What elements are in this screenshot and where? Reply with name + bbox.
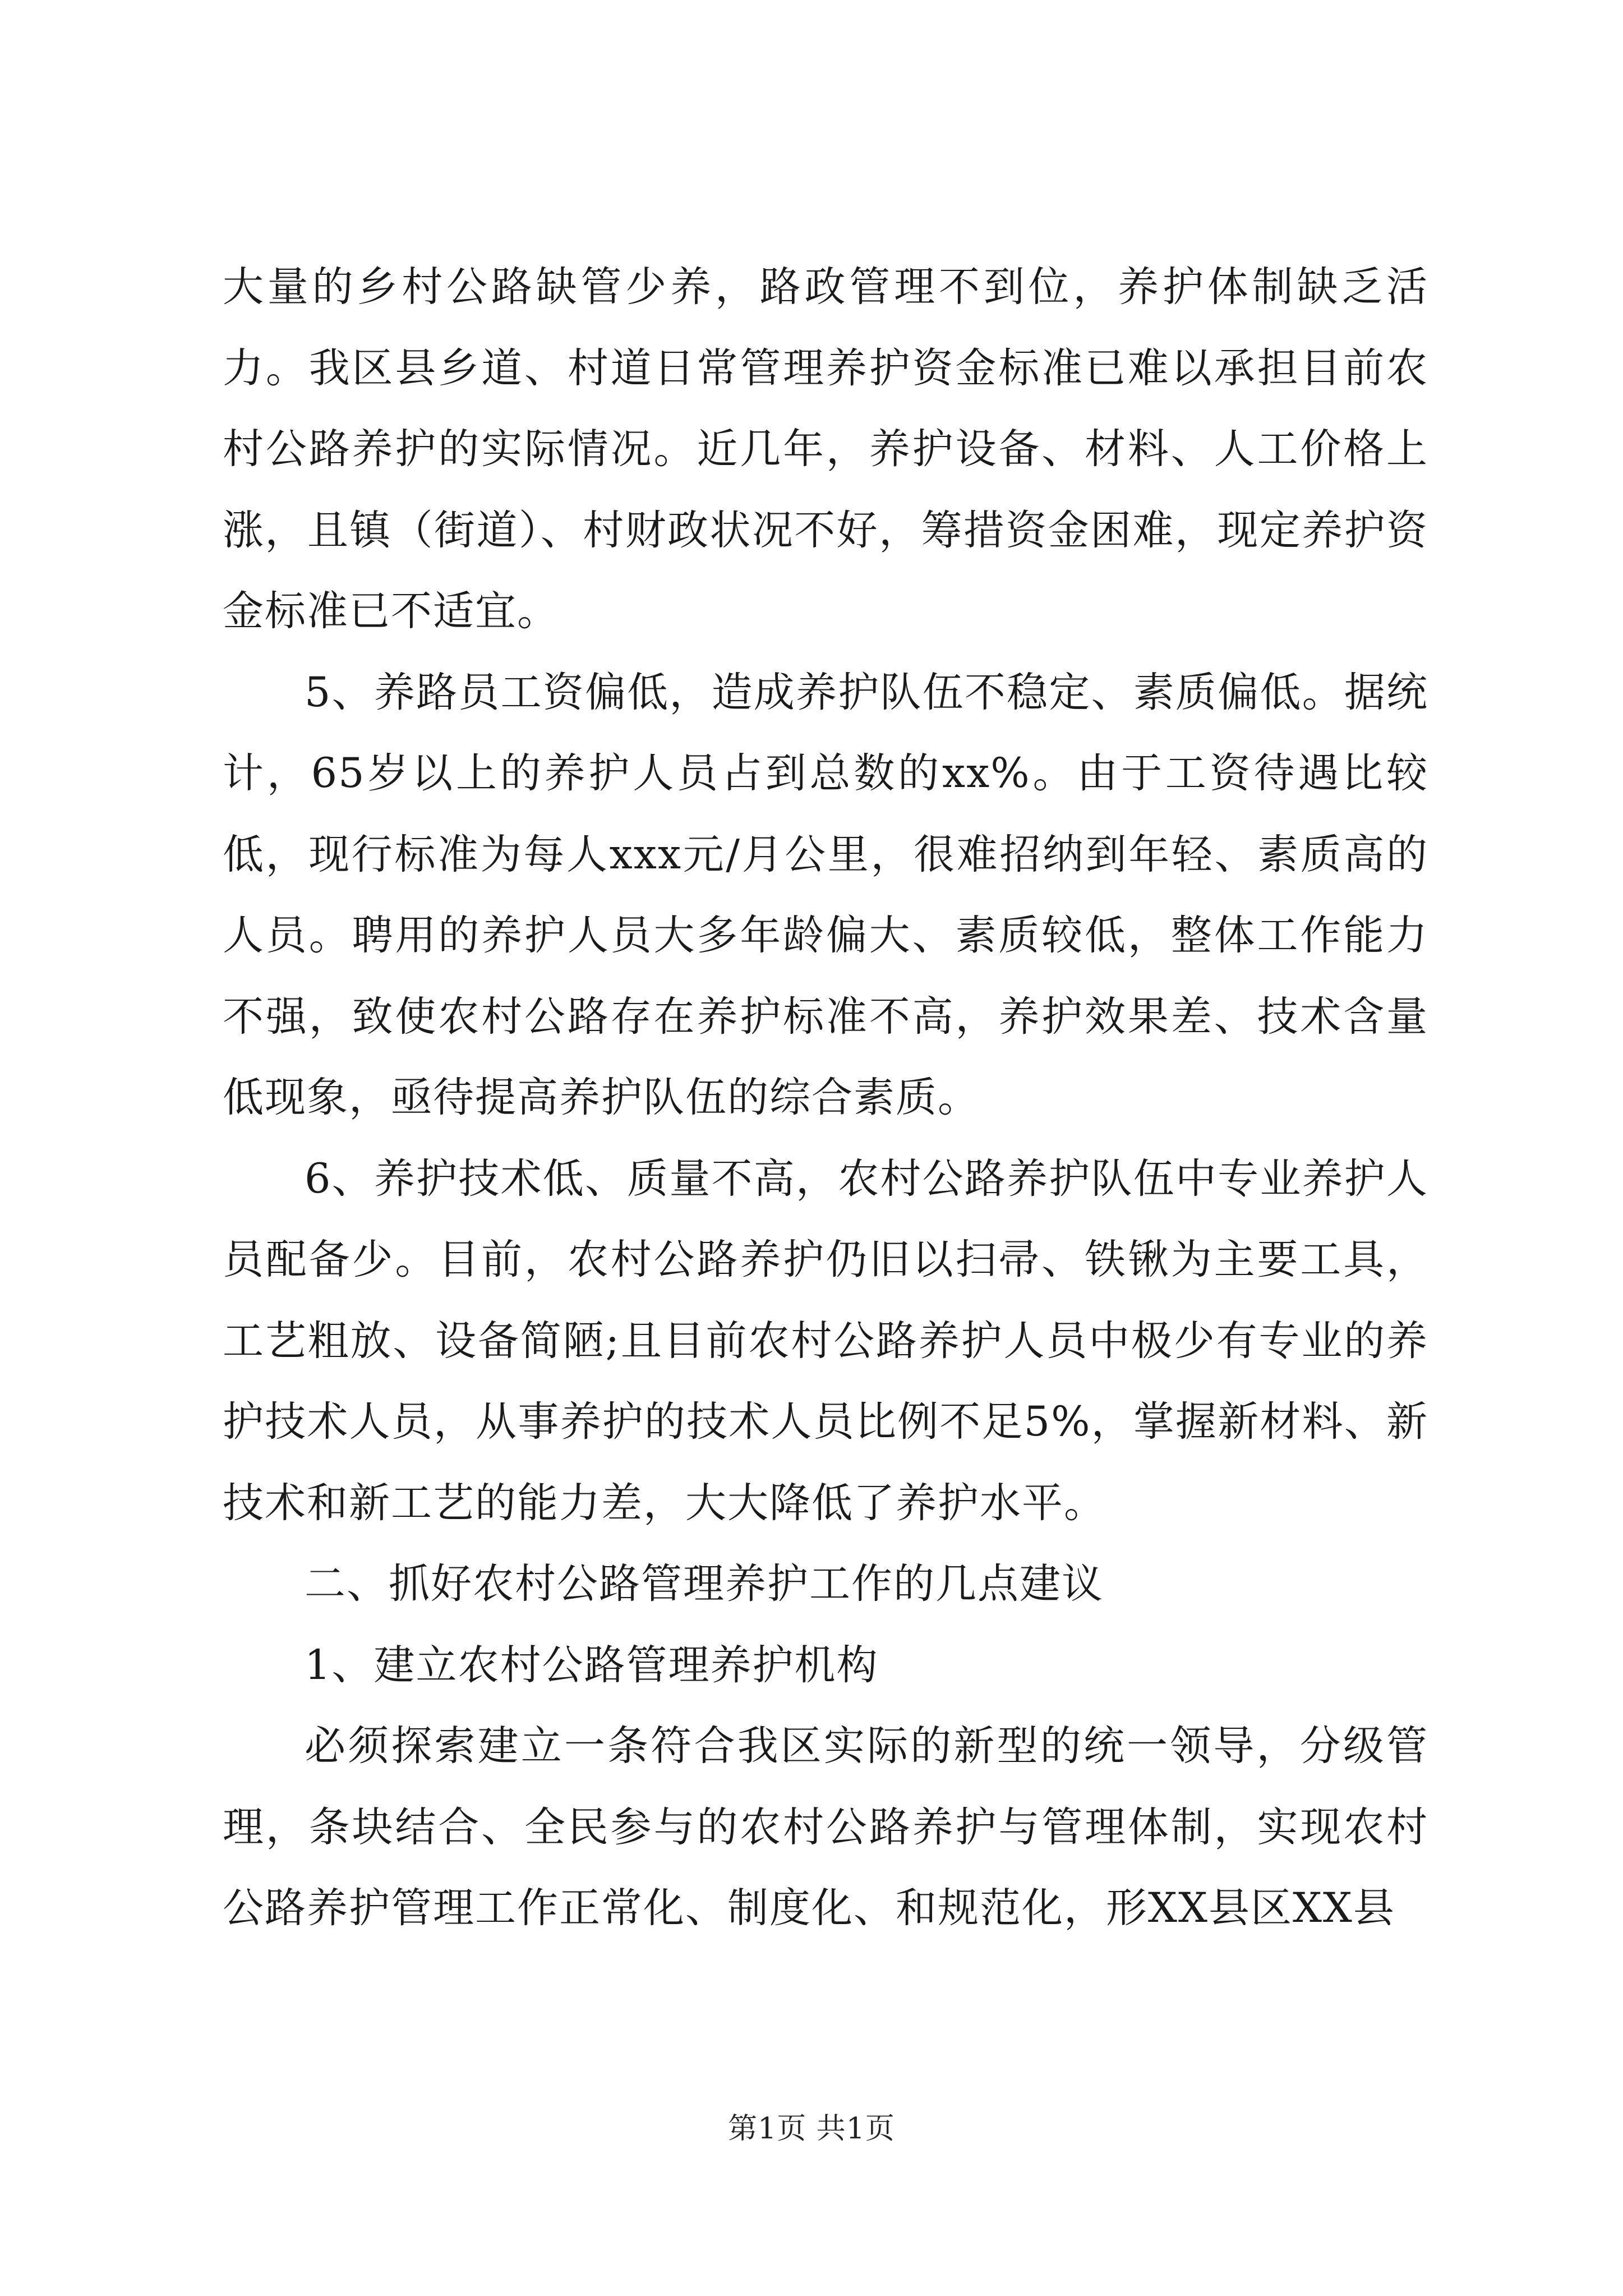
section-heading-2: 二、抓好农村公路管理养护工作的几点建议 [305, 1560, 1104, 1608]
document-body [223, 247, 1428, 1949]
paragraph-continuation: 大量的乡村公路缺管少养，路政管理不到位，养护体制缺乏活力。我区县乡道、村道日常管理养护资金标准已难以承担目前农村公路养护的实际情况。近几年，养护设备、材料、人工价格上涨，且镇（街道）、村财政状况不好，筹措资金困难，现定养护资金标准已不适宜。 [223, 263, 1428, 635]
subsection-heading-1: 1、建立农村公路管理养护机构 [305, 1641, 879, 1689]
page-footer: 第1页 共1页 [728, 2112, 895, 2146]
paragraph-proposal: 必须探索建立一条符合我区实际的新型的统一领导，分级管理，条块结合、全民参与的农村公路养护与管理体制，实现农村公路养护管理工作正常化、制度化、和规范化，形XX县区XX县 [223, 1722, 1428, 1932]
paragraph-item-5: 5、养路员工资偏低，造成养护队伍不稳定、素质偏低。据统计，65岁以上的养护人员占到总数的xx%。由于工资待遇比较低，现行标准为每人xxx元/月公里，很难招纳到年轻、素质高的人员。聘用的养护人员大多年龄偏大、素质较低，整体工作能力不强，致使农村公路存在养护标准不高，养护效果差、技术含量低现象，亟待提高养护队伍的综合素质。 [223, 668, 1428, 1121]
paragraph-item-6: 6、养护技术低、质量不高，农村公路养护队伍中专业养护人员配备少。目前，农村公路养护仍旧以扫帚、铁锹为主要工具，工艺粗放、设备简陋;且目前农村公路养护人员中极少有专业的养护技术人员，从事养护的技术人员比例不足5%，掌握新材料、新技术和新工艺的能力差，大大降低了养护水平。 [223, 1154, 1428, 1527]
